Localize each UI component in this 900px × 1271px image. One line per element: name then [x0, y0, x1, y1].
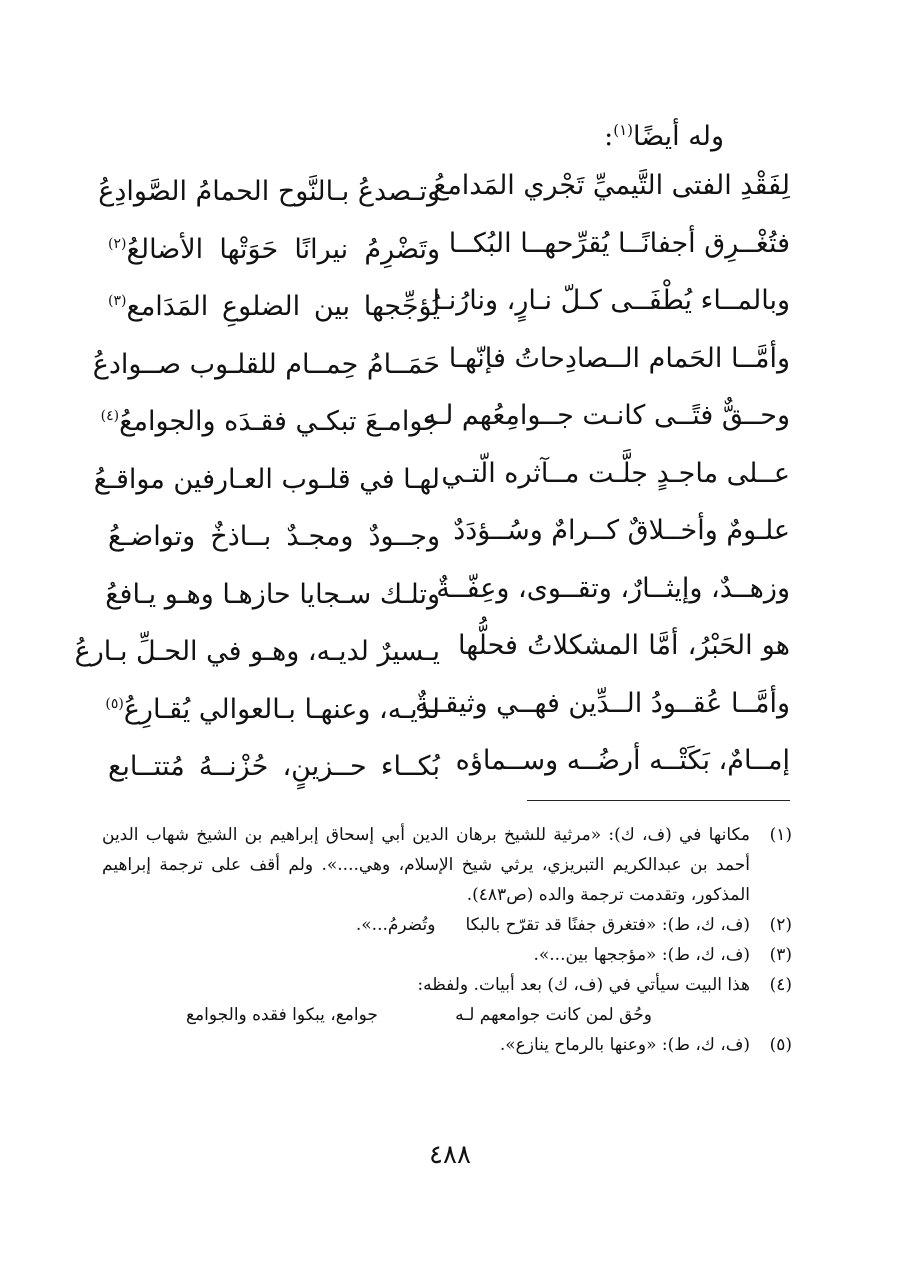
- footnote-separator: [527, 800, 790, 801]
- verse: [0, 160, 900, 218]
- footnote-ref: (٢): [108, 235, 127, 252]
- verse: [0, 563, 900, 621]
- footnote: [102, 820, 792, 910]
- verse-first-hemistich: وبالمــاء يُطْفَــى كـلّ نـارٍ، ونارُنـا: [432, 285, 790, 316]
- verse-second-hemistich: يـسيرٌ لديـه، وهـو في الحـلِّ بـارعُ: [74, 636, 440, 667]
- verse: [0, 505, 900, 563]
- footnote: [102, 910, 792, 940]
- verse-first-hemistich: وحــقٌّ فتًــى كانـت جــوامِعُهم لـه: [422, 400, 790, 431]
- footnote-text: هذا البيت سيأتي في (ف، ك) بعد أبيات. ولفظه:: [417, 975, 750, 995]
- verse-second-hemistich: بُكــاء حــزينٍ، حُزْنــهُ مُتتــابع: [108, 751, 440, 782]
- verse: [0, 218, 900, 276]
- poem: [0, 160, 900, 793]
- poem-heading: [604, 112, 724, 155]
- heading-text: وله أيضًا: [633, 121, 724, 152]
- verse: [0, 390, 900, 448]
- verse-second-hemistich: لديـه، وعنهـا بـالعوالي يُقـارِعُ$^{(٥)}$: [105, 693, 440, 725]
- footnote: [102, 970, 792, 1000]
- heading-colon: :: [604, 121, 614, 152]
- verse: [0, 735, 900, 793]
- verse: [0, 678, 900, 736]
- verse-second-hemistich: جوامـعَ تبكـي فقـدَه والجوامعُ$^{(٤)}$: [100, 406, 440, 437]
- verse: [0, 620, 900, 678]
- footnote-text: (ف، ك، ط): «مؤججها بين...».: [533, 945, 750, 965]
- verse: [0, 448, 900, 506]
- couplet-first-hemistich: وحُق لمن كانت جوامعهم لـه: [455, 1005, 652, 1025]
- footnote-couplet: [102, 1000, 792, 1030]
- verse: [0, 275, 900, 333]
- footnote-ref: (٤): [100, 408, 120, 424]
- verse: [0, 333, 900, 391]
- verse-second-hemistich: حَمَــامُ حِمــام للقلـوب صــوادعُ: [92, 348, 440, 380]
- footnote-number: (١): [769, 825, 792, 845]
- page-number: ٤٨٨: [429, 1140, 471, 1170]
- footnote-number: (٣): [769, 945, 792, 965]
- footnote-ref: (٣): [108, 293, 127, 309]
- footnote-number: (٥): [769, 1035, 792, 1055]
- verse-first-hemistich: فتُغْــرِق أجفانًــا يُقرِّحهــا البُكــا: [448, 227, 790, 259]
- verse-first-hemistich: وأمَّــا الحَمام الــصادِحاتُ فإنّهـا: [448, 342, 790, 374]
- verse-first-hemistich: هو الحَبْرُ، أمَّا المشكلاتُ فحلُّها: [458, 630, 790, 661]
- footnote-text: (ف، ك، ط): «فتغرق جفنًا قد تقرّح بالبكاوتُضرمُ...».: [355, 915, 750, 935]
- footnotes: [102, 820, 792, 1060]
- footnote-text: (ف، ك، ط): «وعنها بالرماح ينازع».: [499, 1035, 750, 1055]
- verse-first-hemistich: علـومٌ وأخــلاقٌ كــرامٌ وسُــؤدَدٌ: [453, 515, 790, 546]
- verse-second-hemistich: لهـا في قلـوب العـارفين مواقـعُ: [93, 463, 440, 495]
- verse-first-hemistich: لِفَقْدِ الفتى التَّيميِّ تَجْري المَدامعُ: [432, 170, 790, 201]
- verse-first-hemistich: عــلى ماجـدٍ جلَّـت مــآثره الّتـي: [441, 457, 790, 489]
- couplet-second-hemistich: جوامع، يبكوا فقده والجوامع: [186, 1005, 378, 1025]
- footnote: [102, 940, 792, 970]
- verse-first-hemistich: وأمَّــا عُقــودُ الــدِّين فهــي وثيقــةٌ: [414, 687, 790, 719]
- footnote-text: مكانها في (ف، ك): «مرثية للشيخ برهان الدين أبي إسحاق إبراهيم بن الشيخ شهاب الدين أحمد بن عبدالكريم التبريزي، يرثي شيخ الإسلام، وهي....». ولم أقف على ترجمة إبراهيم المذكور، وتقدمت ترجمة والده (ص٤٨٣).: [102, 825, 750, 905]
- verse-second-hemistich: وتلـك سـجايا حازهـا وهـو يـافعُ: [105, 578, 440, 610]
- verse-first-hemistich: إمــامٌ، بَكَتْــه أرضُــه وســماؤه: [455, 745, 790, 776]
- verse-second-hemistich: وجــودٌ ومجـدٌ بــاذخٌ وتواضـعُ: [108, 521, 440, 552]
- footnote-ref: (٥): [105, 695, 124, 712]
- footnote-number: (٤): [769, 975, 792, 995]
- verse-second-hemistich: وتـصدعُ بـالنَّوح الحمامُ الصَّوادِعُ: [98, 176, 440, 207]
- footnote-number: (٢): [769, 915, 792, 935]
- verse-second-hemistich: وتَضْرِمُ نيرانًا حَوَتْها الأضالعُ$^{(٢)}$: [108, 233, 440, 265]
- heading-footnote-ref: (١): [613, 121, 634, 139]
- verse-second-hemistich: يُؤجِّجها بين الضلوعِ المَدَامع$^{(٣)}$: [108, 291, 440, 322]
- footnote: [102, 1030, 792, 1060]
- verse-first-hemistich: وزهــدٌ، وإيثــارٌ، وتقــوى، وعِفّــةٌ: [436, 572, 790, 604]
